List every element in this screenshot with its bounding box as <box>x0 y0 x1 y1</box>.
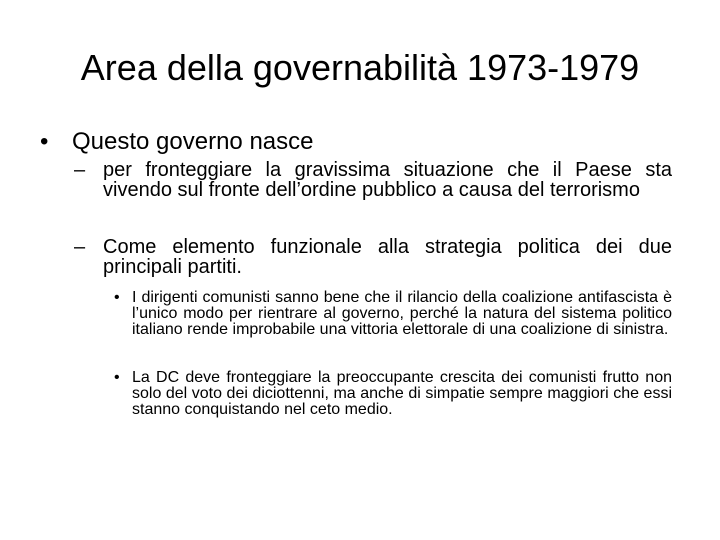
dash-icon: – <box>74 159 86 181</box>
dash-icon: – <box>74 236 86 258</box>
slide-title: Area della governabilità 1973-1979 <box>80 47 640 88</box>
bullet-icon: • <box>114 289 120 306</box>
bullet-icon: • <box>114 369 120 386</box>
bullet-icon: • <box>40 128 49 155</box>
detail-bullet-text: I dirigenti comunisti sanno bene che il rilancio della coalizione antifascista è l’unico modo per rientrare al governo, perché la natura del sistema politico italiano rende improbabile una vittoria elettorale di una coalizione di sinistra. <box>132 289 672 338</box>
sub-bullet-text: Come elemento funzionale alla strategia politica dei due principali partiti. <box>103 236 672 278</box>
main-bullet-text: Questo governo nasce <box>72 128 314 155</box>
detail-bullet-item <box>114 290 672 338</box>
sub-bullet-item <box>74 237 672 277</box>
detail-bullet-text: La DC deve fronteggiare la preoccupante crescita dei comunisti frutto non solo del voto dei diciottenni, ma anche di simpatie sempre maggiori che essi stanno conquistando nel ceto medio. <box>132 369 672 418</box>
sub-bullet-item <box>74 160 672 200</box>
detail-bullet-item <box>114 370 672 418</box>
sub-bullet-text: per fronteggiare la gravissima situazione che il Paese sta vivendo sul fronte dell’ordine pubblico a causa del terrorismo <box>103 159 672 201</box>
